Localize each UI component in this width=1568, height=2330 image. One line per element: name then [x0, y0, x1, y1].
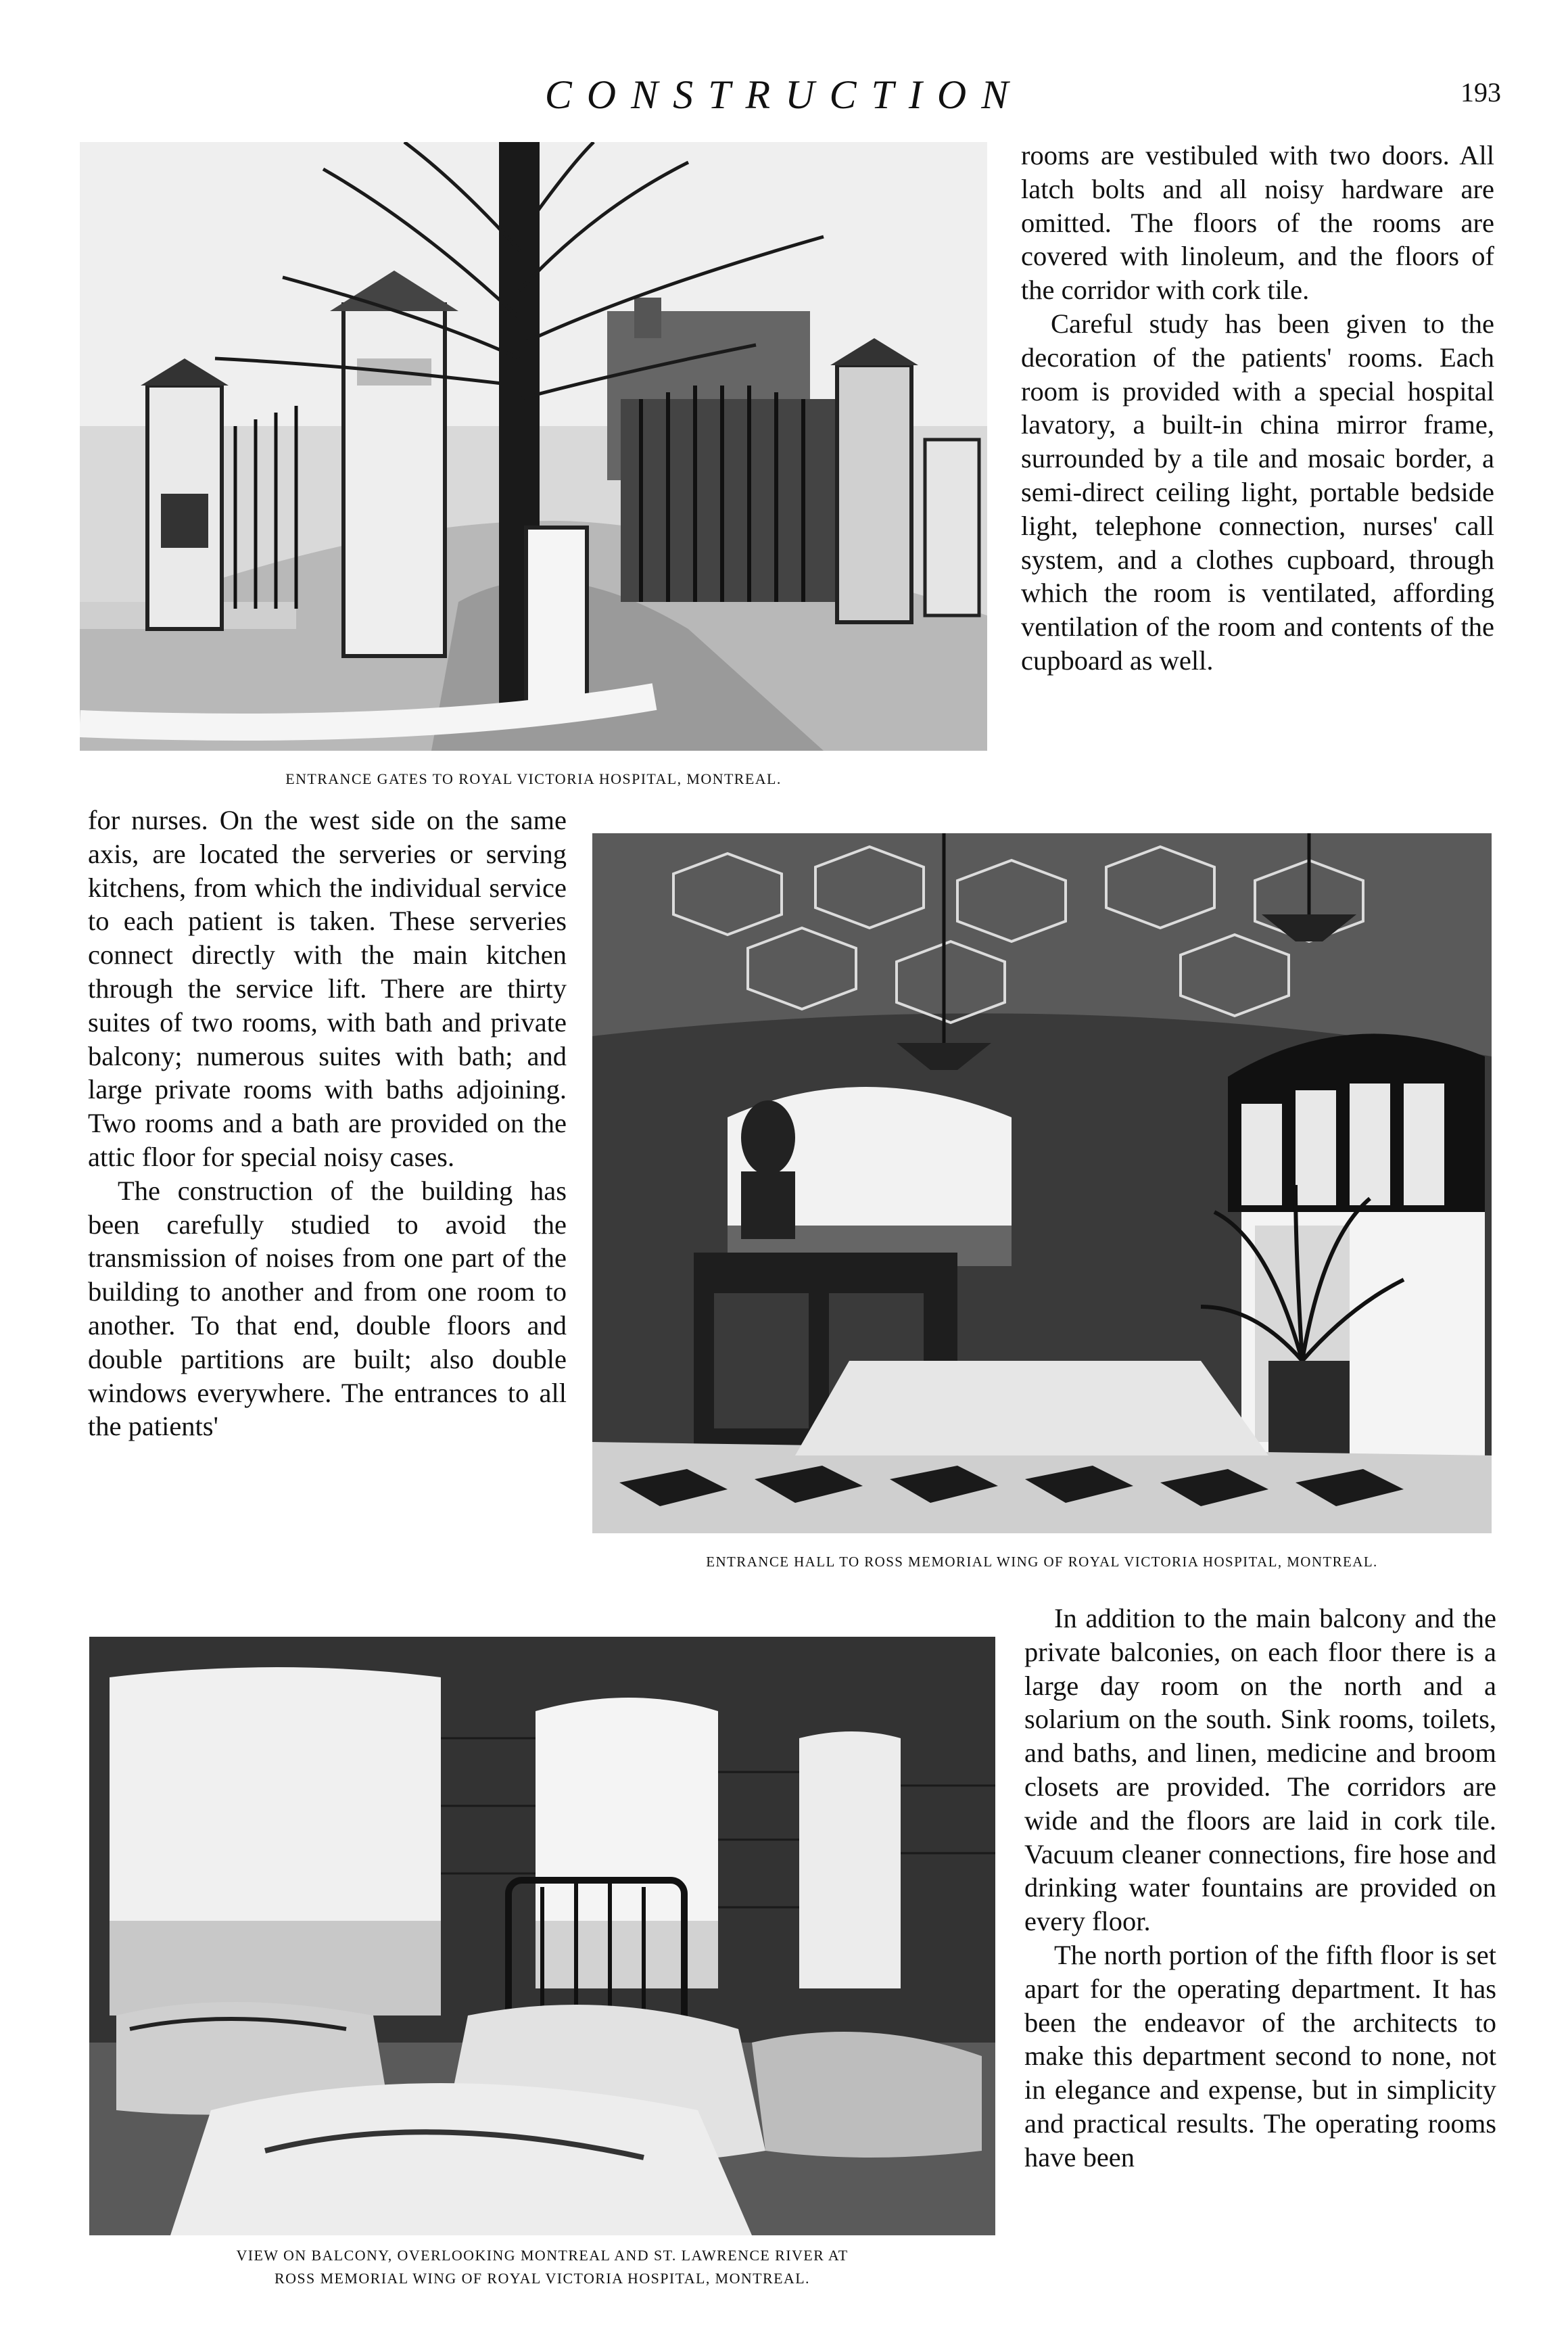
paragraph: The construction of the building has been carefully studied to avoid the transmission of noises from one part of the building to another and from one room to another. To that end, double floors and double partitions are built; also double windows everywhere. The entrances to all the patients': [88, 1175, 567, 1442]
text-column-top-right: [1021, 139, 1494, 678]
page-number: 193: [1460, 77, 1501, 108]
entrance-gates-photo: [80, 142, 987, 751]
text-column-left: [88, 803, 567, 1443]
caption-line: VIEW ON BALCONY, OVERLOOKING MONTREAL AND ST. LAWRENCE RIVER AT: [236, 2247, 849, 2264]
balcony-illustration: [89, 1637, 995, 2235]
entrance-gates-illustration: [80, 142, 987, 751]
entrance-hall-illustration: [592, 833, 1492, 1533]
paragraph: rooms are vestibuled with two doors. All latch bolts and all noisy hardware are omitted. The floors of the rooms are covered with linoleum, and the floors of the corridor with cork tile.: [1021, 140, 1494, 306]
caption-line: ROSS MEMORIAL WING OF ROYAL VICTORIA HOSPITAL, MONTREAL.: [275, 2270, 810, 2287]
paragraph: for nurses. On the west side on the same axis, are located the serveries or serving kitchens, from which the individual service to each patient is taken. These serveries connect directly with the main kitchen through the service lift. There are thirty suites of two rooms, with bath and private balcony; numerous suites with bath; and large private rooms with baths adjoining. Two rooms and a bath are provided on the attic floor for special noisy cases.: [88, 805, 567, 1172]
text-column-bottom-right: [1024, 1602, 1496, 2174]
entrance-hall-caption: ENTRANCE HALL TO ROSS MEMORIAL WING OF ROYAL VICTORIA HOSPITAL, MONTREAL.: [706, 1554, 1378, 1570]
paragraph: In addition to the main balcony and the private balconies, on each floor there is a large day room on the north and a solarium on the south. Sink rooms, toilets, and baths, and linen, medicine and broom closets are provided. The corridors are wide and the floors are laid in cork tile. Vacuum cleaner connections, fire hose and drinking water fountains are provided on every floor.: [1024, 1603, 1496, 1937]
running-head: CONSTRUCTION: [544, 72, 1024, 117]
balcony-caption: [89, 2244, 995, 2290]
entrance-gates-caption: ENTRANCE GATES TO ROYAL VICTORIA HOSPITAL, MONTREAL.: [285, 770, 782, 787]
entrance-hall-photo: [592, 833, 1492, 1533]
paragraph: The north portion of the fifth floor is set apart for the operating department. It has been the endeavor of the architects to make this department second to none, not in elegance and expense, but in simplicity and practical results. The operating rooms have been: [1024, 1939, 1496, 2172]
paragraph: Careful study has been given to the decoration of the patients' rooms. Each room is provided with a special hospital lavatory, a built-in china mirror frame, surrounded by a tile and mosaic border, a semi-direct ceiling light, portable bedside light, telephone connection, nurses' call system, and a clothes cupboard, through which the room is ventilated, affording ventilation of the room and contents of the cupboard as well.: [1021, 308, 1494, 676]
balcony-photo: [89, 1637, 995, 2235]
